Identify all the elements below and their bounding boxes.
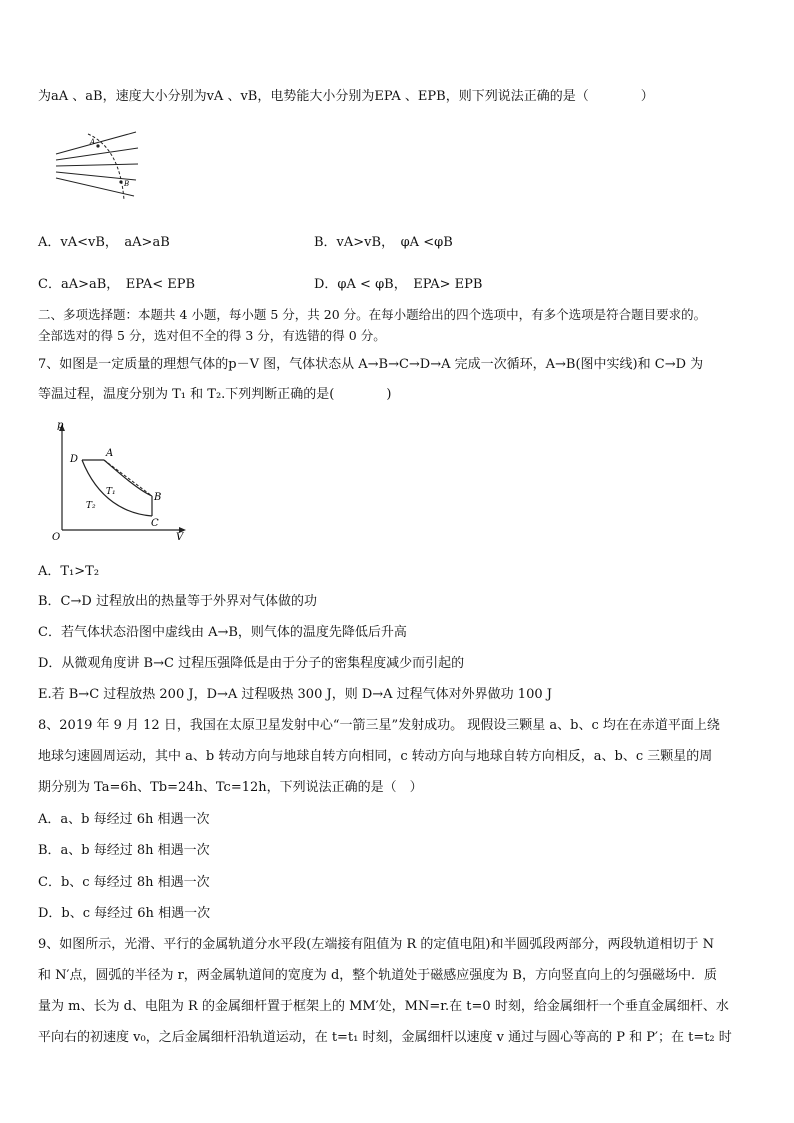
q9-stem-line4: 平向右的初速度 v₀，之后金属细杆沿轨道运动，在 t=t₁ 时刻，金属细杆以速度 v 通过与圆心等高的 P 和 P′；在 t=t₂ 时 [38,1030,732,1045]
q7-origin-label: O [52,532,61,542]
section-2-heading-line1: 二、多项选择题：本题共 4 小题，每小题 5 分，共 20 分。在每小题给出的四个选项中，有多个选项是符合题目要求的。 [38,307,707,322]
q7-point-a-label: A [106,448,114,459]
q7-axis-p-label: p [57,420,64,431]
q9-stem-line2: 和 N′点，圆弧的半径为 r，两金属轨道间的宽度为 d，整个轨道处于磁感应强度为 B，方向竖直向上的匀强磁场中．质 [38,968,717,983]
q7-option-d: D．从微观角度讲 B→C 过程压强降低是由于分子的密集程度减少而引起的 [38,656,465,671]
q6-figure-label-b: B [124,180,130,188]
q7-point-b-label: B [154,492,162,503]
q9-stem-line1: 9、如图所示，光滑、平行的金属轨道分水平段(左端接有阻值为 R 的定值电阻)和半圆弧段两部分，两段轨道相切于 N [38,937,714,952]
q6-option-c: C．aA>aB， EPA< EPB [38,277,196,292]
q6-figure-label-a: A [90,138,96,146]
q7-isotherm-t2-label: T₂ [86,501,96,511]
q8-stem-line3: 期分别为 Ta=6h、Tb=24h、Tc=12h，下列说法正确的是（ ） [38,780,423,795]
q7-pv-diagram [48,420,198,542]
q6-electric-field-figure [48,130,148,205]
q8-option-c: C．b、c 每经过 8h 相遇一次 [38,875,210,890]
q7-stem-line1: 7、如图是一定质量的理想气体的p－V 图，气体状态从 A→B→C→D→A 完成一次循环，A→B(图中实线)和 C→D 为 [38,357,704,372]
q9-stem-line3: 量为 m、长为 d、电阻为 R 的金属细杆置于框架上的 MM′处，MN=r.在 t=0 时刻，给金属细杆一个垂直金属细杆、水 [38,999,729,1014]
q6-option-a: A．vA<vB， aA>aB [38,235,170,250]
q6-option-d: D．φA < φB， EPA> EPB [314,277,483,292]
q8-option-d: D．b、c 每经过 6h 相遇一次 [38,906,211,921]
q8-stem-line1: 8、2019 年 9 月 12 日，我国在太原卫星发射中心“一箭三星”发射成功。 现假设三颗星 a、b、c 均在在赤道平面上绕 [38,718,720,733]
q7-option-e: E.若 B→C 过程放热 200 J，D→A 过程吸热 300 J，则 D→A 过程气体对外界做功 100 J [38,687,552,702]
q7-point-c-label: C [151,518,159,529]
q8-option-b: B．a、b 每经过 8h 相遇一次 [38,843,210,858]
q7-stem-line2: 等温过程，温度分别为 T₁ 和 T₂.下列判断正确的是( ) [38,387,392,402]
q7-option-a: A．T₁>T₂ [38,564,100,579]
q6-stem-tail: 为aA 、aB，速度大小分别为vA 、vB，电势能大小分别为EPA 、EPB，则下列说法正确的是（ ） [38,89,654,104]
q6-option-b: B．vA>vB， φA <φB [314,235,453,250]
q7-option-b: B．C→D 过程放出的热量等于外界对气体做的功 [38,594,317,609]
q7-point-d-label: D [70,454,79,465]
q7-isotherm-t1-label: T₁ [106,487,116,497]
q8-stem-line2: 地球匀速圆周运动，其中 a、b 转动方向与地球自转方向相同，c 转动方向与地球自转方向相反，a、b、c 三颗星的周 [38,749,713,764]
q7-option-c: C．若气体状态沿图中虚线由 A→B，则气体的温度先降低后升高 [38,625,407,640]
q8-option-a: A．a、b 每经过 6h 相遇一次 [38,812,210,827]
q7-axis-v-label: V [176,532,184,542]
section-2-heading-line2: 全部选对的得 5 分，选对但不全的得 3 分，有选错的得 0 分。 [38,328,386,343]
